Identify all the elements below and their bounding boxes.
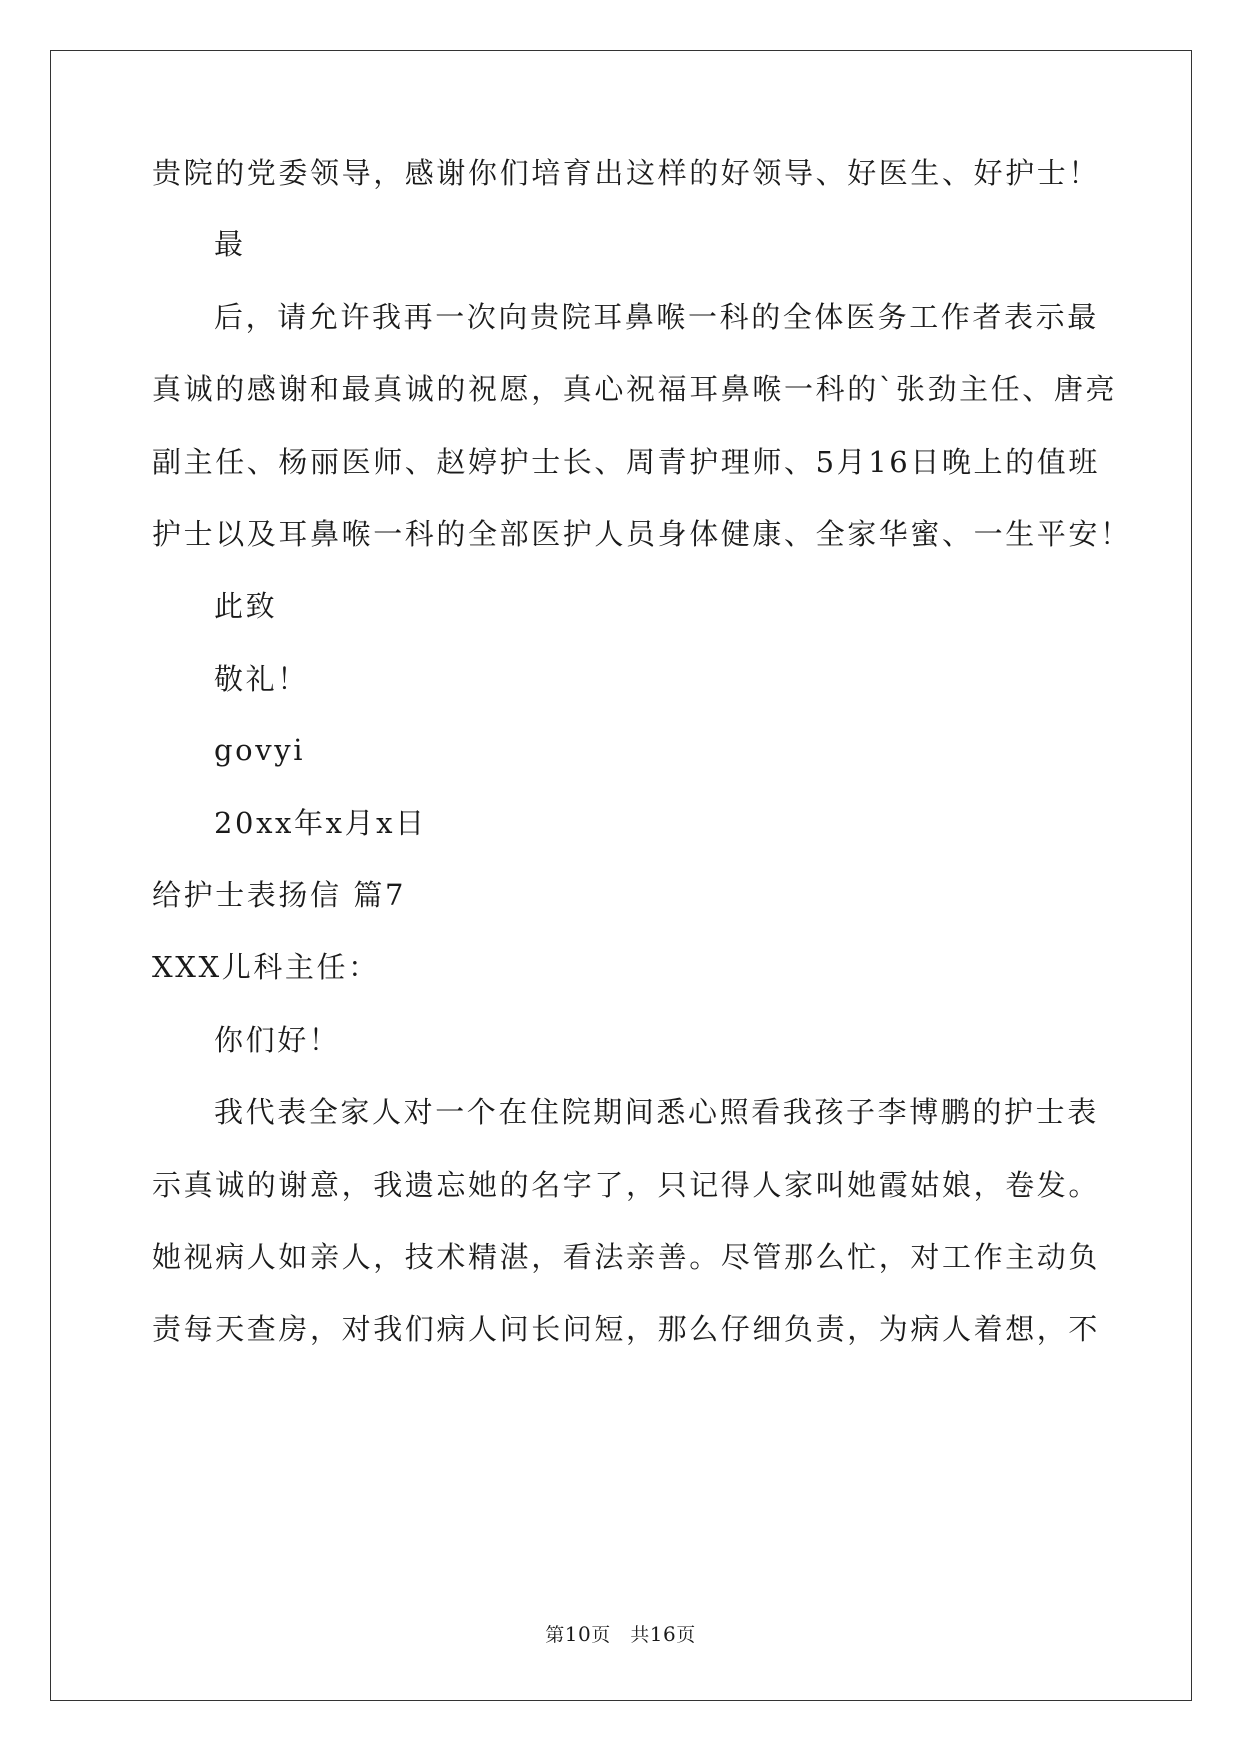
- closing-line: 此致: [214, 589, 278, 623]
- date-line: 20xx年x月x日: [214, 806, 427, 840]
- body-line-7: 我代表全家人对一个在住院期间悉心照看我孩子李博鹏的护士表: [214, 1095, 1099, 1129]
- signature-line: govyi: [214, 733, 306, 767]
- body-line-2: 最: [214, 227, 246, 261]
- body-line-9: 她视病人如亲人，技术精湛，看法亲善。尽管那么忙，对工作主动负: [152, 1240, 1101, 1274]
- page-suffix: 页: [676, 1624, 696, 1646]
- body-line-1: 贵院的党委领导，感谢你们培育出这样的好领导、好医生、好护士！: [152, 156, 1101, 190]
- page-total: 16: [649, 1622, 677, 1646]
- body-line-8: 示真诚的谢意，我遗忘她的名字了，只记得人家叫她霞姑娘，卷发。: [152, 1168, 1101, 1202]
- body-line-6: 护士以及耳鼻喉一科的全部医护人员身体健康、全家华蜜、一生平安！: [152, 517, 1132, 551]
- body-line-5: 副主任、杨丽医师、赵婷护士长、周青护理师、5月16日晚上的值班: [152, 445, 1100, 479]
- salutation-line: 敬礼！: [214, 662, 309, 696]
- page-mid: 页 共: [591, 1624, 650, 1646]
- body-line-4: 真诚的感谢和最真诚的祝愿，真心祝福耳鼻喉一科的`张劲主任、唐亮: [152, 372, 1118, 406]
- body-line-3: 后，请允许我再一次向贵院耳鼻喉一科的全体医务工作者表示最: [214, 300, 1099, 334]
- recipient-line: XXX儿科主任：: [152, 950, 380, 984]
- page-footer: [0, 1622, 1241, 1647]
- page-prefix: 第: [545, 1624, 565, 1646]
- body-line-10: 责每天查房，对我们病人问长问短，那么仔细负责，为病人着想，不: [152, 1312, 1101, 1346]
- greeting-line: 你们好！: [214, 1023, 341, 1057]
- section-heading: 给护士表扬信 篇7: [152, 878, 407, 912]
- page-current: 10: [564, 1622, 592, 1646]
